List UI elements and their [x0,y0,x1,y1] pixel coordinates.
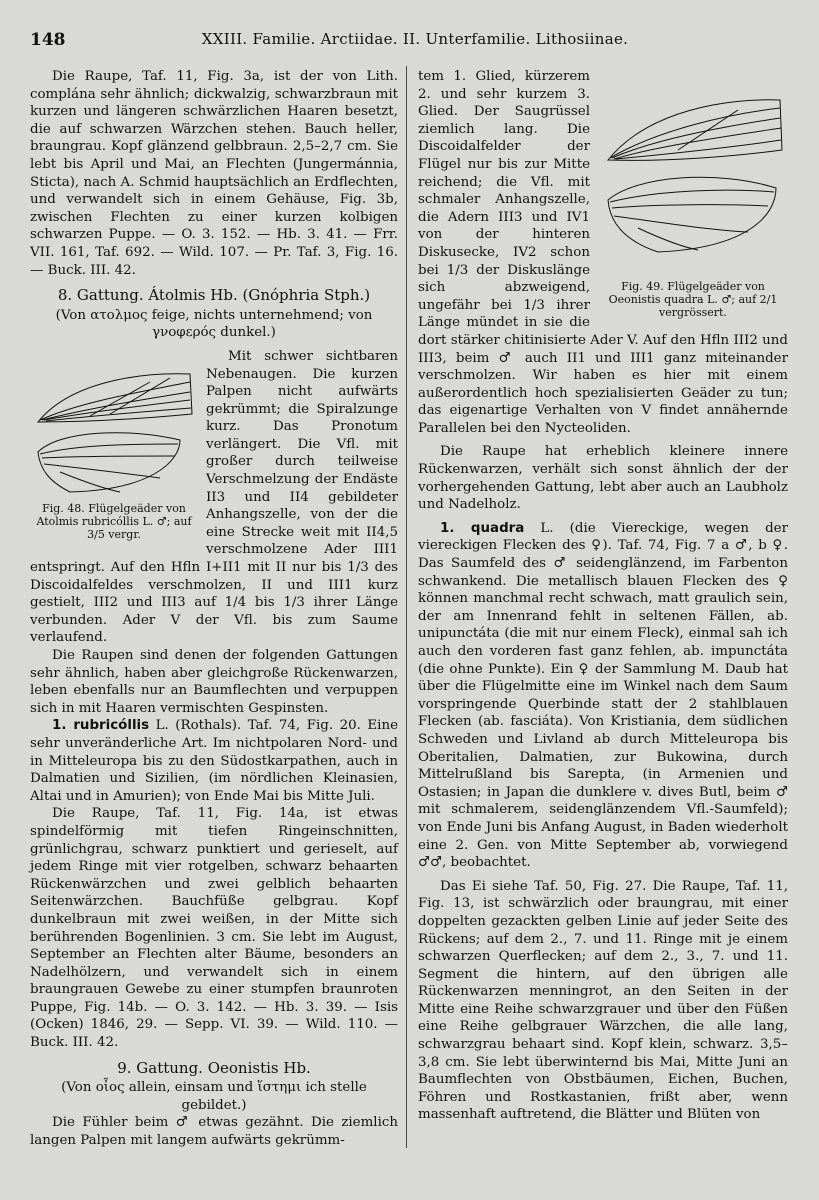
species-entry [30,717,398,805]
paragraph: tem 1. Glied, kürzerem 2. und sehr kurzem 3. Glied. Der Saugrüssel ziemlich lang. Die Discoidalfelder der Flügel nur bis zur Mitte reichend; die Vfl. mit schmaler Anhangszelle, die Adern III3 und IV1 von der hinteren Diskusecke, IV2 schon bei 1/3 der Diskuslänge sich abzweigend, ungefähr bei 1/3 ihrer Länge mündet in sie die dort stärker chitinisierte Ader V. Auf den Hfln III2 und III3, beim ♂ auch II1 und III1 ganz miteinander verschmolzen. Wir haben es hier mit einem außerordentlich hoch spezialisierten Geäder zu tun; das eigenartige Verhalten von V findet annähernde Parallelen bei den Nycteoliden. [418,69,788,436]
genus-heading: 8. Gattung. Átolmis Hb. (Gnóphria Stph.) [57,286,371,305]
wing-venation-figure [30,352,198,502]
figure-48 [30,352,198,541]
species-name: 1. quadra [440,520,525,536]
paragraph: Mit schwer sichtbaren Nebenaugen. Die kurzen Palpen nicht aufwärts gekrümmt; die Spiralzunge kurz. Das Pronotum verlängert. Die Vfl. mit großer durch teilweise Verschmelzung der Endäste II3 und II4 gebildeter Anhangszelle, von der die eine Strecke weit mit II4,5 verschmolzene Ader III1 entspringt. Auf den Hfln I+II1 mit II nur bis 1/3 des Discoidalfeldes verschmolzen, II und III1 kurz gestielt, III2 und III3 auf 1/4 bis 1/3 ihrer Länge verbunden. Ader V der Vfl. bis zum Saume verlaufend. [30,348,398,646]
etymology: (Von οἶος allein, einsam und ἵστημι ich stelle gebildet.) [61,1080,367,1113]
page-header [30,30,800,58]
species-entry [418,520,788,872]
genus-heading: 9. Gattung. Oeonistis Hb. [117,1058,311,1077]
figure-caption: Fig. 48. Flügelgeäder von Atolmis rubricóllis L. ♂; auf 3/5 vergr. [36,501,192,541]
etymology: (Von ατολμος feige, nichts unternehmend; von γνοφερός dunkel.) [55,307,373,341]
left-column [30,68,398,1150]
column-divider [406,66,407,1148]
page-number: 148 [30,30,66,50]
paragraph: Die Raupen sind denen der folgenden Gattungen sehr ähnlich, haben aber gleichgroße Rückenwarzen, leben ebenfalls nur an Baumflechten und verpuppen sich in mit Haaren vermischten Gespinsten. [30,648,398,716]
paragraph: Die Raupe, Taf. 11, Fig. 3a, ist der von Lith. complána sehr ähnlich; dickwalzig, schwarzbraun mit kurzen und längeren schwärzlichen Haaren besetzt, die auf schwarzen Wärzchen stehen. Bauch heller, braungrau. Kopf glänzend gelbbraun. 2,5–2,7 cm. Sie lebt bis April und Mai, an Flechten (Jungermánnia, Sticta), nach A. Schmid hauptsächlich an Erdflechten, und verwandelt sich in einem Gehäuse, Fig. 3b, zwischen Flechten zu einer kurzen kolbigen schwarzen Puppe. — O. 3. 152. — Hb. 3. 41. — Frr. VII. 161, Taf. 692. — Wild. 107. — Pr. Taf. 3, Fig. 16. — Buck. III. 42. [30,69,398,278]
figure-caption: Fig. 49. Flügelgeäder von Oeonistis quadra L. ♂; auf 2/1 vergrössert. [608,280,778,319]
wing-venation-figure [598,70,788,280]
species-name: 1. rubricóllis [52,718,150,734]
right-column [418,68,788,1124]
paragraph: Die Raupe, Taf. 11, Fig. 14a, ist etwas spindelförmig mit tiefen Ringeinschnitten, grünlichgrau, schwarz punktiert und gerieselt, auf jedem Ringe mit vier rotgelben, schwarz behaarten Rückenwärzchen und zwei gelblich behaarten Seitenwärzchen. Bauchfüße gelbgrau. Kopf dunkelbraun mit zwei weißen, in der Mitte sich berührenden Bogenlinien. 3 cm. Sie lebt im August, September an Flechten alter Bäume, besonders an Nadelhölzern, und verwandelt sich in einem braungrauen Gewebe zu einer stumpfen braunroten Puppe, Fig. 14b. — O. 3. 142. — Hb. 3. 39. — Isis (Ocken) 1846, 29. — Sepp. VI. 39. — Wild. 110. — Buck. III. 42. [30,806,398,1051]
species-text: L. (die Viereckige, wegen der viereckigen Flecken des ♀). Taf. 74, Fig. 7 a ♂, b ♀. Das Saumfeld des ♂ seidenglänzend, im Farbenton schwankend. Die metallisch blauen Flecken des ♀ können manchmal recht schwach, matt graulich sein, der am Innenrand fehlt in seltenen Fällen, ab. unipunctáta (die mit nur einem Fleck), einmal sah ich auch den vorderen fast ganz fehlen, ab. impunctáta (die ohne Punkte). Ein ♀ der Sammlung M. Daub hat über die Flügelmitte eine im Winkel nach dem Saum vorspringende Querbinde statt der 2 stahlblauen Flecken (ab. fasciáta). Von Kristiania, dem südlichen Schweden und Livland ab durch Mitteleuropa bis Oberitalien, Dalmatien, zur Bukowina, durch Mittelrußland bis Sarepta, (in Armenien und Ostasien; in Japan die dunklere v. dives Butl, beim ♂ mit schmalerem, seidenglänzendem Vfl.-Saumfeld); von Ende Juni bis Anfang August, in Baden wiederholt eine 2. Gen. von Mitte September ab, vorwiegend ♂♂, beobachtet. [418,520,788,871]
paragraph: Das Ei siehe Taf. 50, Fig. 27. Die Raupe, Taf. 11, Fig. 13, ist schwärzlich oder braungrau, mit einer doppelten gezackten gelben Linie auf jeder Seite des Rückens; auf dem 2., 7. und 11. Ringe mit je einem schwarzen Querflecken; auf dem 2., 3., 7. und 11. Segment die hintern, auf den übrigen alle Rückenwarzen menningrot, an den Seiten in der Mitte eine Reihe schwarzgrauer und über den Füßen eine Reihe gelbgrauer Wärzchen, die alle lang, schwarzgrau behaart sind. Kopf klein, schwarz. 3,5–3,8 cm. Sie lebt überwinternd bis Mai, Mitte Juni an Baumflechten von Obstbäumen, Eichen, Buchen, Föhren und Rostkastanien, frißt aber, wenn massenhaft auftretend, die Blätter und Blüten von [418,878,788,1123]
species-text: L. (Rothals). Taf. 74, Fig. 20. Eine sehr unveränderliche Art. Im nichtpolaren Nord- und in Mitteleuropa bis zu den Südostkarpathen, auch in Dalmatien und Sizilien, (im nördlichen Kleinasien, Altai und in Amurien); von Ende Mai bis Mitte Juli. [30,718,399,804]
paragraph: Die Fühler beim ♂ etwas gezähnt. Die ziemlich langen Palpen mit langem aufwärts gekrümm- [30,1115,398,1149]
figure-49 [598,70,788,319]
paragraph: Die Raupe hat erheblich kleinere innere Rückenwarzen, verhält sich sonst ähnlich der der vorhergehenden Gattung, lebt aber auch an Laubholz und Nadelholz. [418,444,788,513]
running-title: XXIII. Familie. Arctiidae. II. Unterfamilie. Lithosiinae. [201,30,629,48]
